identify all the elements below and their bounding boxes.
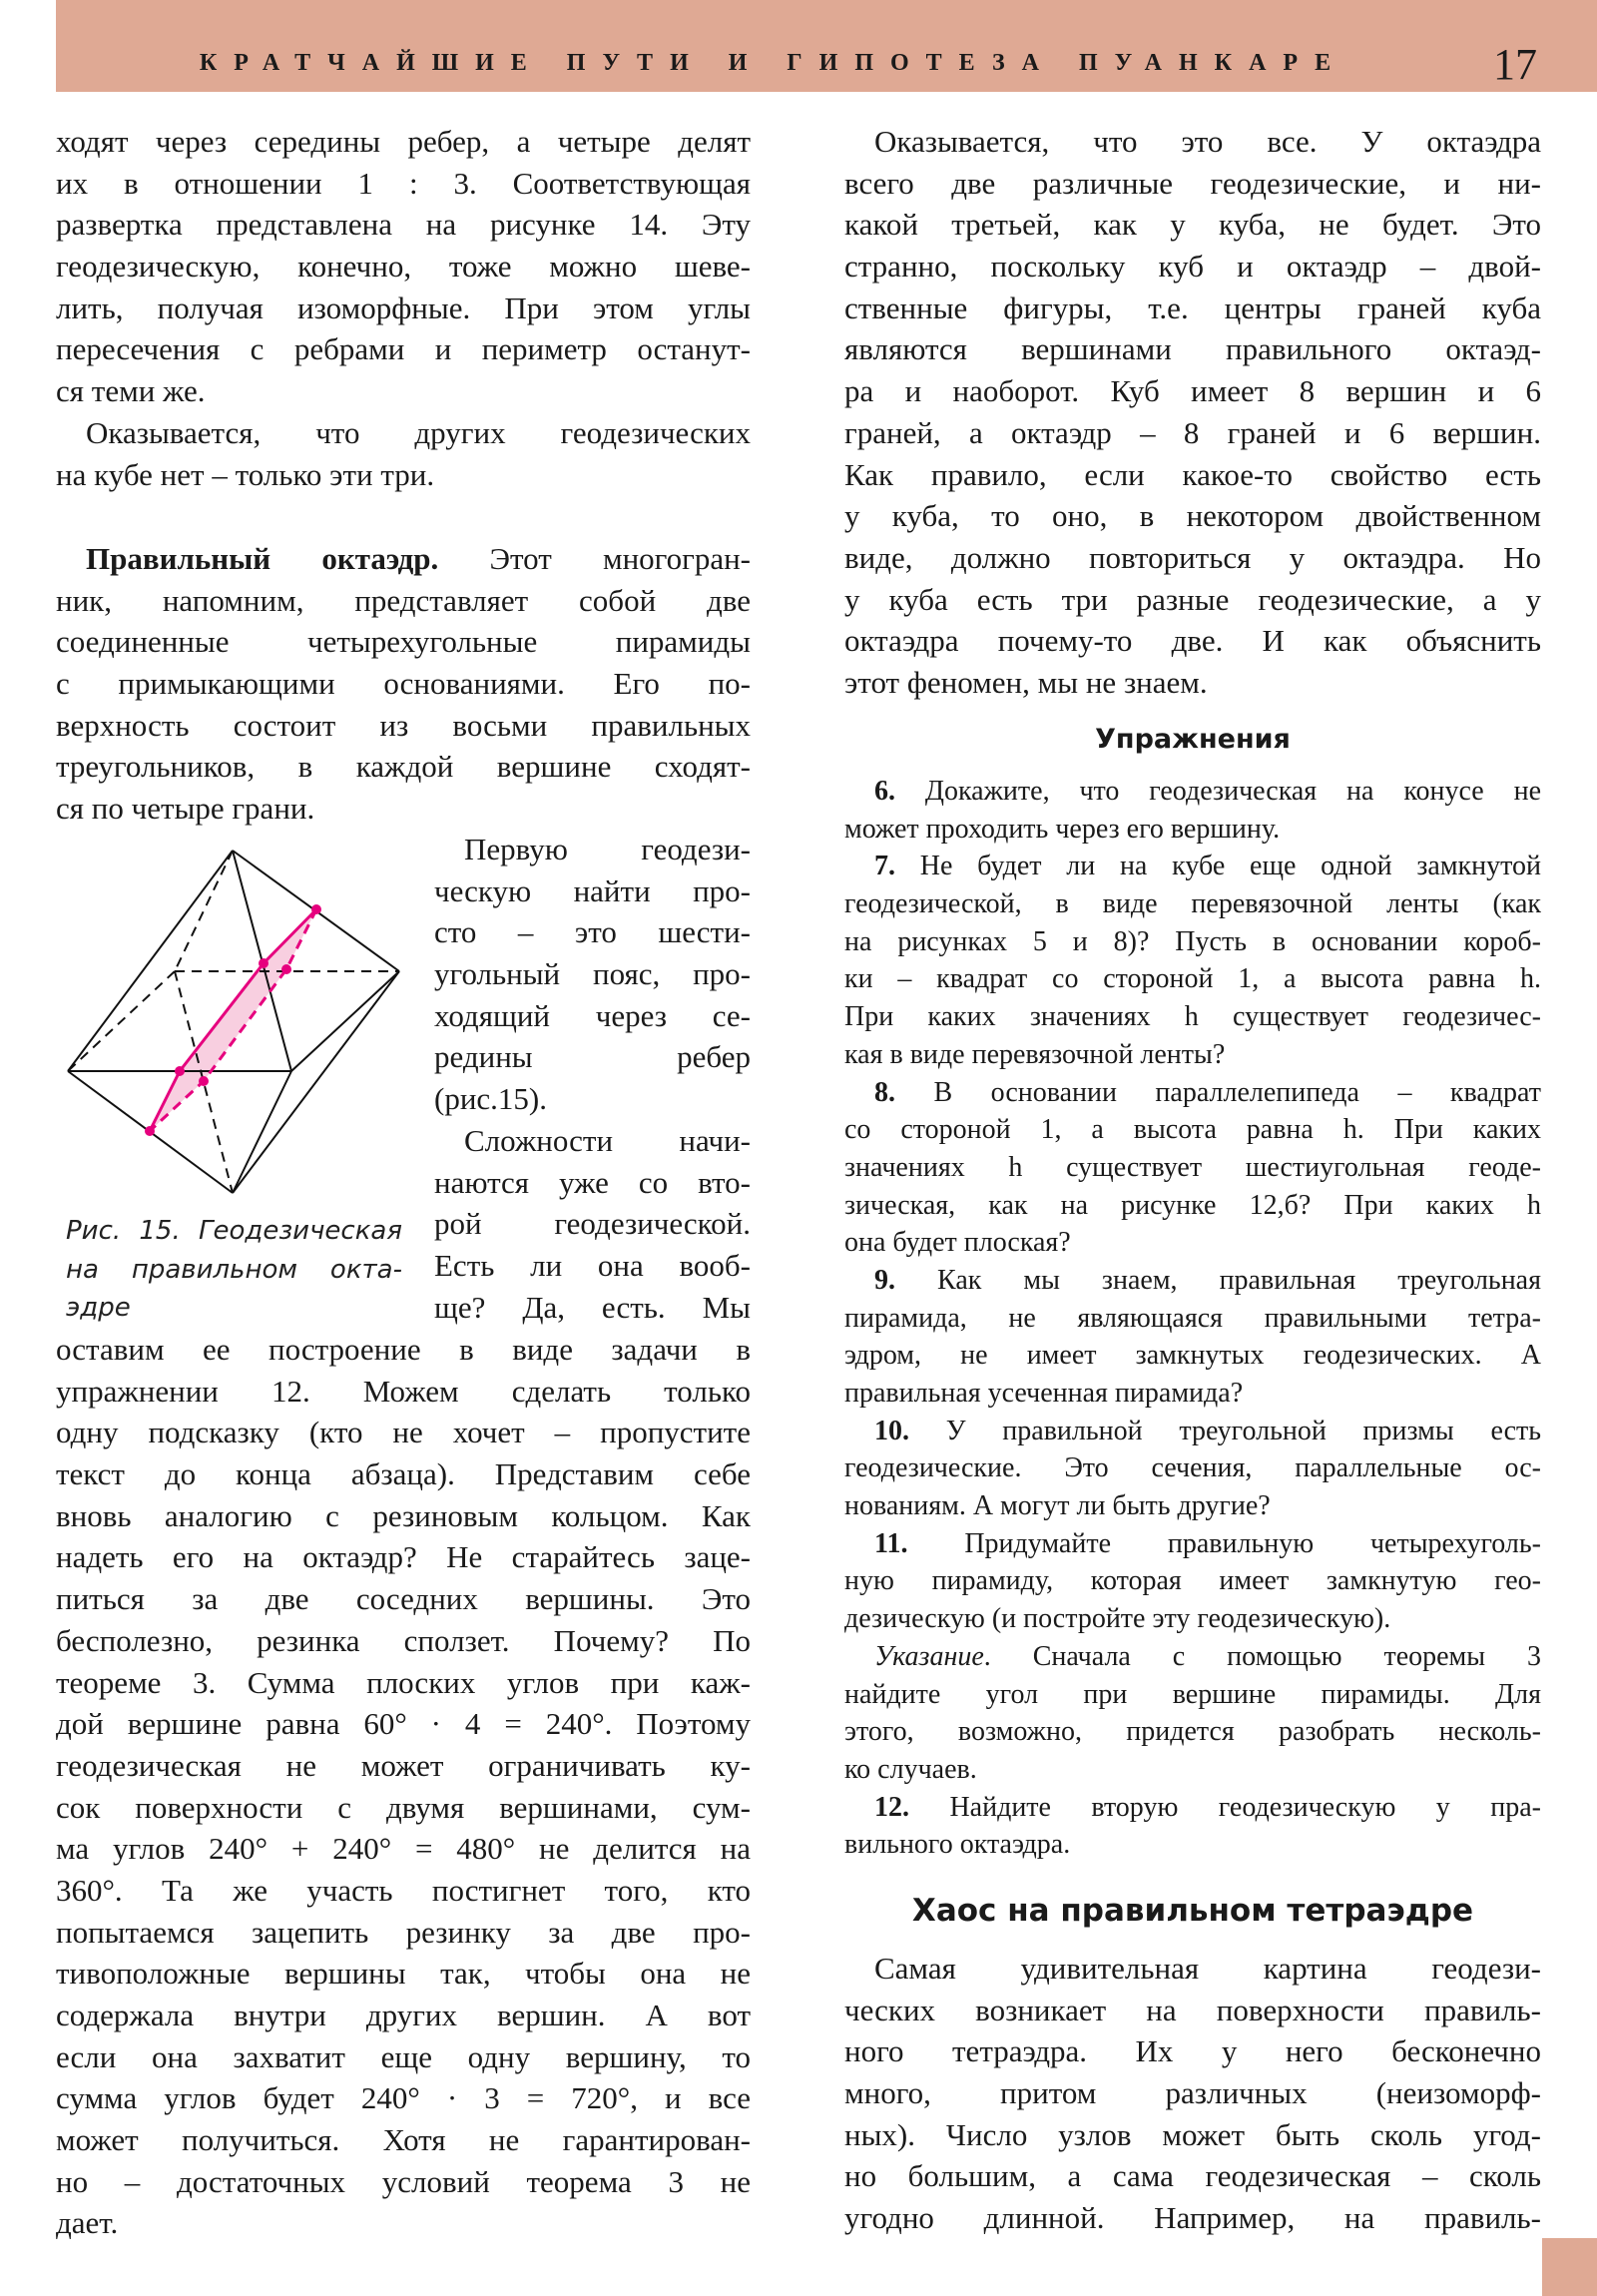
text-line <box>434 953 751 995</box>
text-line <box>56 1703 751 1745</box>
line-text: геодезическая не может ограничивать ку- <box>56 1747 751 1783</box>
text-line <box>844 1948 1541 1990</box>
line-text: ма углов 240° + 240° = 480° не делится на <box>56 1831 751 1867</box>
text-line <box>56 454 751 496</box>
text-line <box>56 663 751 705</box>
line-text: ную пирамиду, которая имеет замкнутую гео- <box>844 1565 1541 1597</box>
line-text: ся по четыре грани. <box>56 791 315 827</box>
text-line <box>844 1187 1541 1225</box>
line-text: У правильной треугольной призмы есть <box>909 1415 1541 1446</box>
text-line <box>844 2030 1541 2072</box>
text-line <box>844 1413 1541 1450</box>
line-text: соединенные четырехугольные пирамиды <box>56 624 751 660</box>
text-line <box>434 1203 751 1245</box>
line-text: если она захватит еще одну вершину, то <box>56 2038 751 2074</box>
line-text: Оказывается, что других геодезических <box>86 414 751 450</box>
text-line <box>56 1995 751 2036</box>
text-line <box>844 412 1541 454</box>
text-line <box>844 1638 1541 1676</box>
left-column-text-bottom <box>56 1329 751 2244</box>
exercises-list <box>844 773 1541 1864</box>
text-line <box>844 998 1541 1036</box>
text-line <box>844 287 1541 329</box>
line-text: зическая, как на рисунке 12,б? При каких h <box>844 1189 1541 1221</box>
line-text: всего две различные геодезические, и ни- <box>844 165 1541 201</box>
line-text: упражнении 12. Можем сделать только <box>56 1373 751 1409</box>
line-text: попытаемся зацепить резинку за две про- <box>56 1914 751 1950</box>
text-line <box>844 579 1541 621</box>
line-text: ко случаев. <box>844 1753 977 1785</box>
text-line <box>844 2072 1541 2114</box>
edge-right-front <box>291 971 399 1071</box>
octahedron-figure <box>40 829 419 1208</box>
paragraph-lead: Указание <box>874 1640 984 1672</box>
line-text: тивоположные вершины так, чтобы она не <box>56 1956 751 1992</box>
line-text: . Сначала с помощью теоремы 3 <box>983 1640 1541 1672</box>
line-text: сок поверхности с двумя вершинами, сум- <box>56 1789 751 1825</box>
line-text: странно, поскольку куб и октаэдр – двой- <box>844 249 1541 285</box>
text-line <box>434 1287 751 1329</box>
line-text: редины ребер <box>434 1039 751 1075</box>
text-line <box>56 2119 751 2161</box>
line-text: виде, должно повториться у октаэдра. Но <box>844 539 1541 575</box>
line-text: Есть ли она вооб- <box>434 1247 751 1283</box>
line-text: дезическую (и постройте эту геодезическую). <box>844 1603 1391 1635</box>
line-text: ра и наоборот. Куб имеет 8 вершин и 6 <box>844 373 1541 409</box>
line-text: дает. <box>56 2205 119 2241</box>
line-text: Докажите, что геодезическая на конусе не <box>895 776 1541 807</box>
float-text-beside-figure <box>434 829 751 1328</box>
line-text: ки – квадрат со стороной 1, а высота равна h. <box>844 963 1541 995</box>
text-line <box>434 1120 751 1162</box>
chaos-section-heading: Хаос на правильном тетраэдре <box>911 1893 1474 1929</box>
text-line <box>66 1251 402 1290</box>
text-line <box>844 923 1541 961</box>
text-line <box>56 246 751 287</box>
paragraph-lead: 12. <box>874 1791 909 1823</box>
text-line <box>844 1990 1541 2031</box>
line-text: найдите угол при вершине пирамиды. Для <box>844 1678 1541 1710</box>
line-text: много, притом различных (неизоморф- <box>844 2075 1541 2111</box>
text-line <box>844 885 1541 923</box>
text-line <box>844 960 1541 998</box>
line-text: Этот многогран- <box>438 541 751 576</box>
text-line <box>844 1600 1541 1638</box>
paragraph-lead: 10. <box>874 1415 909 1446</box>
line-text: 360°. Та же участь постигнет того, кто <box>56 1872 751 1908</box>
line-text: геодезическую, конечно, тоже можно шеве- <box>56 249 751 285</box>
text-line <box>844 1789 1541 1827</box>
line-text: у куба, то оно, в некотором двойственном <box>844 498 1541 534</box>
text-line <box>56 328 751 370</box>
text-line <box>844 495 1541 537</box>
text-line <box>56 2036 751 2078</box>
geodesic-node <box>311 904 321 914</box>
text-line <box>56 287 751 329</box>
running-title: КРАТЧАЙШИЕ ПУТИ И ГИПОТЕЗА ПУАНКАРЕ <box>199 50 1348 76</box>
text-line <box>844 1449 1541 1487</box>
text-line <box>844 204 1541 246</box>
left-column-text-top <box>56 121 751 495</box>
text-line <box>844 121 1541 163</box>
text-line <box>434 1078 751 1120</box>
line-text: (рис.15). <box>434 1081 547 1117</box>
line-text: Рис. 15. Геодезическая <box>66 1216 402 1246</box>
text-line <box>56 1912 751 1954</box>
line-text: В основании параллелепипеда – квадрат <box>895 1076 1541 1108</box>
line-text: Оказывается, что это все. У октаэдра <box>874 124 1541 159</box>
right-column-text-top <box>844 121 1541 704</box>
geodesic-node <box>199 1076 209 1086</box>
text-line <box>56 1578 751 1620</box>
line-text: на рисунках 5 и 8)? Пусть в основании короб- <box>844 925 1541 957</box>
line-text: у куба есть три разные геодезические, а у <box>844 581 1541 617</box>
line-text: Первую геодези- <box>464 832 751 866</box>
line-text: эдре <box>66 1293 131 1323</box>
line-text: угодно длинной. Например, на правиль- <box>844 2200 1541 2236</box>
line-text: нованиям. А могут ли быть другие? <box>844 1490 1271 1522</box>
line-text: кая в виде перевязочной ленты? <box>844 1038 1226 1070</box>
text-line <box>844 811 1541 849</box>
text-line <box>56 1329 751 1371</box>
text-line <box>56 1828 751 1870</box>
geodesic-node <box>281 964 291 974</box>
text-line <box>434 911 751 953</box>
line-text: может проходить через его вершину. <box>844 813 1281 845</box>
text-line <box>844 1562 1541 1600</box>
edge-front-bottom <box>233 1071 291 1193</box>
line-text: одну подсказку (кто не хочет – пропустите <box>56 1415 751 1450</box>
line-text: граней, а октаэдр – 8 граней и 6 вершин. <box>844 414 1541 450</box>
hidden-edge-back-left <box>68 971 175 1071</box>
paragraph-lead: 7. <box>874 851 895 882</box>
text-line <box>844 2197 1541 2239</box>
line-text: на правильном окта- <box>66 1254 402 1285</box>
paragraph-lead: 11. <box>874 1527 908 1559</box>
text-line <box>844 328 1541 370</box>
text-line <box>844 1149 1541 1187</box>
text-line <box>56 1745 751 1787</box>
line-text: являются вершинами правильного октаэд- <box>844 331 1541 367</box>
line-text: ходящий через се- <box>434 997 751 1033</box>
line-text: на кубе нет – только эти три. <box>56 456 435 492</box>
text-line <box>844 1713 1541 1751</box>
text-line <box>844 662 1541 704</box>
text-line <box>56 1620 751 1662</box>
text-line <box>844 1525 1541 1563</box>
line-text: Сложности начи- <box>464 1122 751 1158</box>
line-text: со стороной 1, а высота равна h. При каких <box>844 1114 1541 1146</box>
geodesic-node <box>145 1126 155 1136</box>
running-header-band <box>56 0 1597 92</box>
text-line <box>56 538 751 580</box>
text-line <box>66 1212 402 1251</box>
line-text: геодезической, в виде перевязочной ленты (как <box>844 888 1541 920</box>
line-text: Как мы знаем, правильная треугольная <box>895 1264 1541 1296</box>
line-text: рой геодезической. <box>434 1206 751 1242</box>
line-text: этого, возможно, придется разобрать несколь- <box>844 1716 1541 1748</box>
line-text: питься за две соседних вершины. Это <box>56 1581 751 1617</box>
text-line <box>844 620 1541 662</box>
figure-caption <box>66 1212 402 1328</box>
paragraph-lead: 9. <box>874 1264 895 1296</box>
line-text: ческую найти про- <box>434 872 751 908</box>
text-line <box>56 1371 751 1413</box>
text-line <box>56 705 751 747</box>
hidden-edge-apex-back <box>175 851 233 971</box>
line-text: При каких значениях h существует геодезичес- <box>844 1001 1541 1033</box>
line-text: теореме 3. Сумма плоских углов при каж- <box>56 1664 751 1700</box>
text-line <box>844 1262 1541 1300</box>
text-line <box>844 1337 1541 1375</box>
line-text: но большим, а сама геодезическая – сколь <box>844 2158 1541 2194</box>
text-line <box>844 1036 1541 1074</box>
text-line <box>844 1111 1541 1149</box>
text-line <box>56 1495 751 1537</box>
line-text: ных). Число узлов может быть сколь угод- <box>844 2116 1541 2152</box>
line-text: ного тетраэдра. Их у него бесконечно <box>844 2033 1541 2069</box>
text-line <box>434 829 751 870</box>
text-line <box>844 2114 1541 2156</box>
line-text: может получиться. Хотя не гарантирован- <box>56 2122 751 2158</box>
line-text: дой вершине равна 60° · 4 = 240°. Поэтому <box>56 1706 751 1742</box>
page-corner-tab <box>1542 2238 1597 2296</box>
text-line <box>844 454 1541 496</box>
text-line <box>844 246 1541 287</box>
text-line <box>56 1787 751 1829</box>
chaos-section-text <box>844 1948 1541 2239</box>
text-line <box>844 2155 1541 2197</box>
line-text: бесполезно, резинка сползет. Почему? По <box>56 1622 751 1658</box>
line-text: вновь аналогию с резиновым кольцом. Как <box>56 1497 751 1533</box>
text-line <box>56 621 751 663</box>
paragraph-lead: 6. <box>874 776 895 807</box>
text-line <box>56 1870 751 1912</box>
text-line <box>844 163 1541 205</box>
text-line <box>66 1289 402 1328</box>
line-text: лить, получая изоморфные. При этом углы <box>56 289 751 325</box>
line-text: этот феномен, мы не знаем. <box>844 664 1208 700</box>
text-line <box>434 870 751 912</box>
geodesic-belt-fill <box>150 909 316 1131</box>
text-line <box>56 1453 751 1495</box>
page-number: 17 <box>1493 40 1537 89</box>
geodesic-node <box>175 1066 185 1076</box>
text-line <box>56 2202 751 2244</box>
text-line <box>56 2077 751 2119</box>
text-line <box>56 746 751 788</box>
text-line <box>434 1036 751 1078</box>
text-line <box>844 1487 1541 1525</box>
line-text: сумма углов будет 240° · 3 = 720°, и все <box>56 2080 751 2116</box>
text-line <box>844 1300 1541 1338</box>
text-line <box>56 412 751 454</box>
line-text: ческих возникает на поверхности правиль- <box>844 1992 1541 2027</box>
text-line <box>434 995 751 1037</box>
line-text: но – достаточных условий теорема 3 не <box>56 2163 751 2199</box>
line-text: верхность состоит из восьми правильных <box>56 707 751 743</box>
line-text: оставим ее построение в виде задачи в <box>56 1332 751 1367</box>
line-text: вильного октаэдра. <box>844 1829 1071 1861</box>
line-text: текст до конца абзаца). Представим себе <box>56 1456 751 1492</box>
line-text: Как правило, если какое-то свойство есть <box>844 456 1541 492</box>
text-line <box>56 580 751 622</box>
line-text: октаэдра почему-то две. И как объяснить <box>844 623 1541 659</box>
line-text: правильная усеченная пирамида? <box>844 1378 1244 1409</box>
line-text: ще? Да, есть. Мы <box>434 1289 751 1325</box>
paragraph-lead: Правильный октаэдр. <box>86 541 439 576</box>
text-line <box>56 1662 751 1704</box>
text-line <box>434 1245 751 1287</box>
line-text: содержала внутри других вершин. А вот <box>56 1998 751 2032</box>
text-line <box>844 537 1541 579</box>
text-line <box>56 788 751 830</box>
line-text: она будет плоская? <box>844 1227 1071 1259</box>
text-line <box>56 163 751 205</box>
line-text: пирамида, не являющаяся правильными тетра- <box>844 1302 1541 1334</box>
text-line <box>56 370 751 412</box>
line-text: наются уже со вто- <box>434 1164 751 1200</box>
paragraph-lead: 8. <box>874 1076 895 1108</box>
line-text: ственные фигуры, т.е. центры граней куба <box>844 289 1541 325</box>
line-text: развертка представлена на рисунке 14. Эту <box>56 207 751 243</box>
line-text: надеть его на октаэдр? Не старайтесь заце- <box>56 1539 751 1575</box>
exercises-heading: Упражнения <box>1095 724 1291 755</box>
text-line <box>844 1751 1541 1789</box>
text-line <box>844 1826 1541 1864</box>
line-text: сто – это шести- <box>434 914 751 950</box>
line-text: Найдите вторую геодезическую у пра- <box>909 1791 1541 1823</box>
line-text: Не будет ли на кубе еще одной замкнутой <box>895 851 1541 882</box>
line-text: какой третьей, как у куба, не будет. Это <box>844 207 1541 243</box>
line-text: ходят через середины ребер, а четыре делят <box>56 124 751 159</box>
line-text: треугольников, в каждой вершине сходят- <box>56 749 751 785</box>
line-text: геодезические. Это сечения, параллельные ос- <box>844 1452 1541 1484</box>
text-line <box>434 1162 751 1204</box>
text-line <box>844 1224 1541 1262</box>
text-line <box>56 2161 751 2203</box>
text-line <box>844 1375 1541 1413</box>
text-line <box>844 773 1541 811</box>
line-text: ник, напомним, представляет собой две <box>56 582 751 618</box>
line-text: ся теми же. <box>56 373 206 409</box>
line-text: Придумайте правильную четырехуголь- <box>907 1527 1541 1559</box>
text-line <box>56 121 751 163</box>
line-text: Самая удивительная картина геодези- <box>874 1951 1541 1986</box>
geodesic-node <box>259 958 268 968</box>
octahedron-paragraph <box>56 538 751 830</box>
text-line <box>844 1074 1541 1112</box>
line-text: с примыкающими основаниями. Его по- <box>56 666 751 702</box>
line-text: их в отношении 1 : 3. Соответствующая <box>56 165 751 201</box>
line-text: значениях h существует шестиугольная геоде- <box>844 1151 1541 1183</box>
text-line <box>56 1536 751 1578</box>
text-line <box>844 848 1541 885</box>
text-line <box>56 204 751 246</box>
line-text: эдром, не имеет замкнутых геодезических. А <box>844 1340 1541 1372</box>
text-line <box>844 1676 1541 1714</box>
line-text: угольный пояс, про- <box>434 956 751 992</box>
text-line <box>56 1953 751 1995</box>
text-line <box>844 370 1541 412</box>
text-line <box>56 1412 751 1453</box>
line-text: пересечения с ребрами и периметр останут- <box>56 331 751 367</box>
